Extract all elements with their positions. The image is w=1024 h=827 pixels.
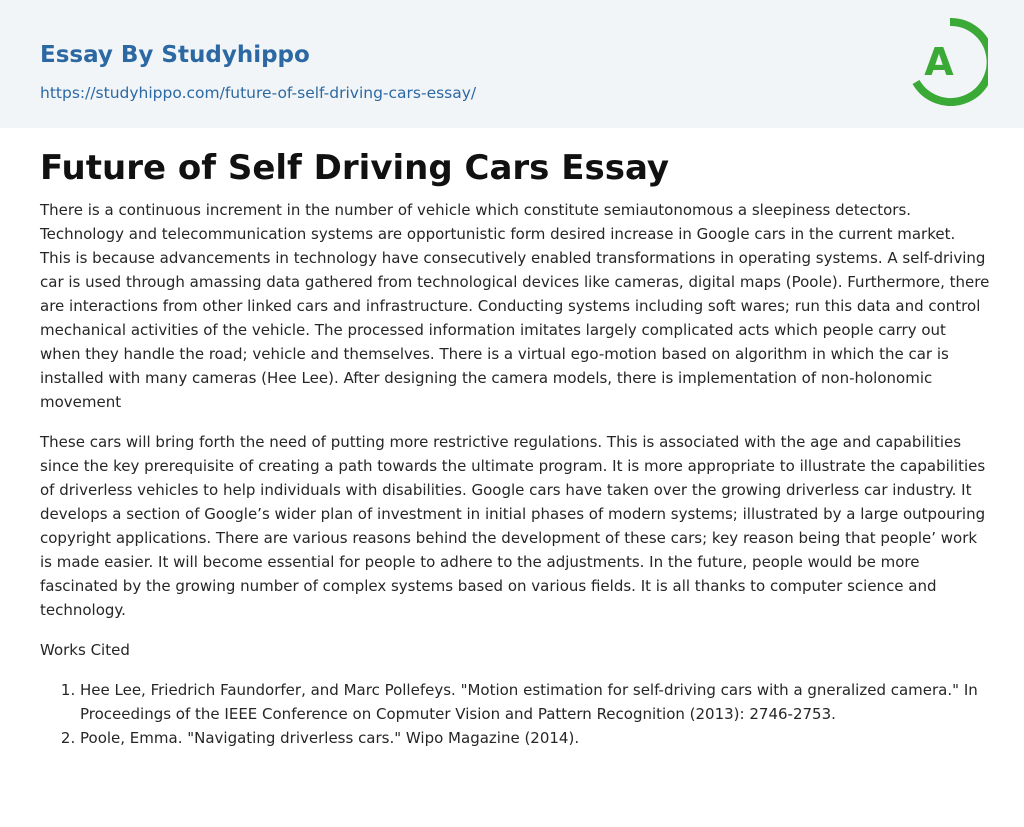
article (40, 146, 990, 750)
logo-letter: A (924, 40, 954, 84)
essay-url-link[interactable]: https://studyhippo.com/future-of-self-driving-cars-essay/ (40, 84, 477, 102)
page-title: Future of Self Driving Cars Essay (40, 148, 670, 188)
paragraph-1: There is a continuous increment in the number of vehicle which constitute semiautonomous a sleepiness detectors. Technology and telecommunication systems are opportunistic form desired increase in Google cars in the current market. This is because advancements in technology have consecutively enabled transformations in operating systems. A self-driving car is used through amassing data gathered from technological devices like cameras, digital maps (Poole). Furthermore, there are interactions from other linked cars and infrastructure. Conducting systems including soft wares; run this data and control mechanical activities of the vehicle. The processed information imitates largely complicated acts which people carry out when they handle the road; vehicle and themselves. There is a virtual ego-motion based on algorithm in which the car is installed with many cameras (Hee Lee). After designing the camera models, there is implementation of non-holonomic movement (40, 201, 990, 411)
site-header (0, 0, 1024, 128)
reference-item: 1. Hee Lee, Friedrich Faundorfer, and Marc Pollefeys. "Motion estimation for self-driving cars with a gneralized camera." In Proceedings of the IEEE Conference on Copmuter Vision and Pattern Recognition (2013): 2746-2753. (80, 678, 990, 726)
works-cited-heading: Works Cited (40, 641, 130, 659)
studyhippo-logo-icon[interactable] (912, 18, 988, 106)
references-list (40, 678, 990, 750)
brand-title[interactable]: Essay By Studyhippo (40, 42, 310, 68)
paragraph-2: These cars will bring forth the need of putting more restrictive regulations. This is associated with the age and capabilities since the key prerequisite of creating a path towards the ultimate program. It is more appropriate to illustrate the capabilities of driverless vehicles to help individuals with disabilities. Google cars have taken over the growing driverless car industry. It develops a section of Google’s wider plan of investment in initial phases of modern systems; illustrated by a large outpouring copyright applications. There are various reasons behind the development of these cars; key reason being that people’ work is made easier. It will become essential for people to adhere to the adjustments. In the future, people would be more fascinated by the growing number of complex systems based on various fields. It is all thanks to computer science and technology. (40, 433, 986, 619)
reference-item: 2. Poole, Emma. "Navigating driverless cars." Wipo Magazine (2014). (80, 726, 990, 750)
